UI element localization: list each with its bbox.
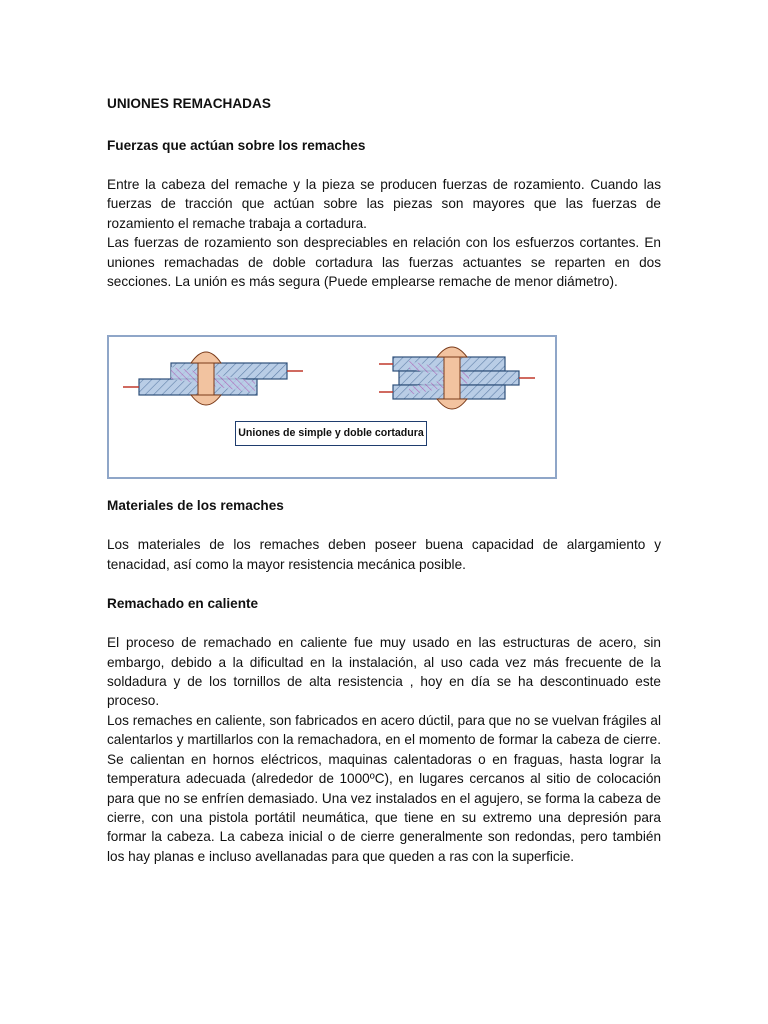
- paragraph-fuerzas-2: Las fuerzas de rozamiento son despreciables en relación con los esfuerzos cortantes. En uniones remachadas de doble cortadura las fuerzas actuantes se reparten en dos secciones. La unión es más segura (Puede emplearse remache de menor diámetro).: [107, 235, 661, 290]
- figure-caption: Uniones de simple y doble cortadura: [235, 421, 427, 446]
- paragraph-materiales-1: Los materiales de los remaches deben poseer buena capacidad de alargamiento y tenacidad, así como la mayor resistencia mecánica posible.: [107, 537, 661, 572]
- single-shear-joint: [123, 352, 303, 405]
- section-heading-materiales: Materiales de los remaches: [107, 498, 284, 514]
- rivet-joints-diagram: [109, 337, 555, 477]
- paragraph-fuerzas-1: Entre la cabeza del remache y la pieza se producen fuerzas de rozamiento. Cuando las fuerzas de tracción que actúan sobre las piezas son mayores que las fuerzas de rozamiento el remache trabaja a cortadura.: [107, 177, 661, 231]
- rivet-head-top: [437, 347, 467, 357]
- rivet-shank: [444, 357, 460, 399]
- section-heading-remachado: Remachado en caliente: [107, 596, 259, 612]
- document-title: UNIONES REMACHADAS: [107, 96, 271, 111]
- paragraph-remachado-1: El proceso de remachado en caliente fue muy usado en las estructuras de acero, sin embargo, debido a la dificultad en la instalación, al uso cada vez más frecuente de la soldadura y de los tornillos de alta resistencia , hoy en día se ha descontinuado este proceso.: [107, 635, 661, 709]
- paragraph-remachado-2: Los remaches en caliente, son fabricados en acero dúctil, para que no se vuelvan frágiles al calentarlos y martillarlos con la remachadora, en el momento de formar la cabeza de cierre. Se calientan en hornos eléctricos, maquinas calentadoras o en fraguas, hasta lograr la temperatura adecuada (alrededor de 1000ºC), en lugares cercanos al sitio de colocación para que no se enfríen demasiado. Una vez instalados en el agujero, se forma la cabeza de cierre, con una pistola portátil neumática, que tiene en su extremo una depresión para formar la cabeza. La cabeza inicial o de cierre generalmente son redondas, pero también los hay planas e incluso avellanadas para que queden a ras con la superficie.: [107, 712, 661, 864]
- rivet-head-bottom: [191, 395, 221, 405]
- rivet-joints-figure: [107, 335, 557, 479]
- double-shear-joint: [379, 347, 535, 409]
- section-heading-fuerzas: Fuerzas que actúan sobre los remaches: [107, 138, 366, 153]
- rivet-shank: [198, 363, 214, 395]
- document-page: [107, 94, 661, 866]
- rivet-head-bottom: [437, 399, 467, 409]
- rivet-head-top: [191, 352, 221, 363]
